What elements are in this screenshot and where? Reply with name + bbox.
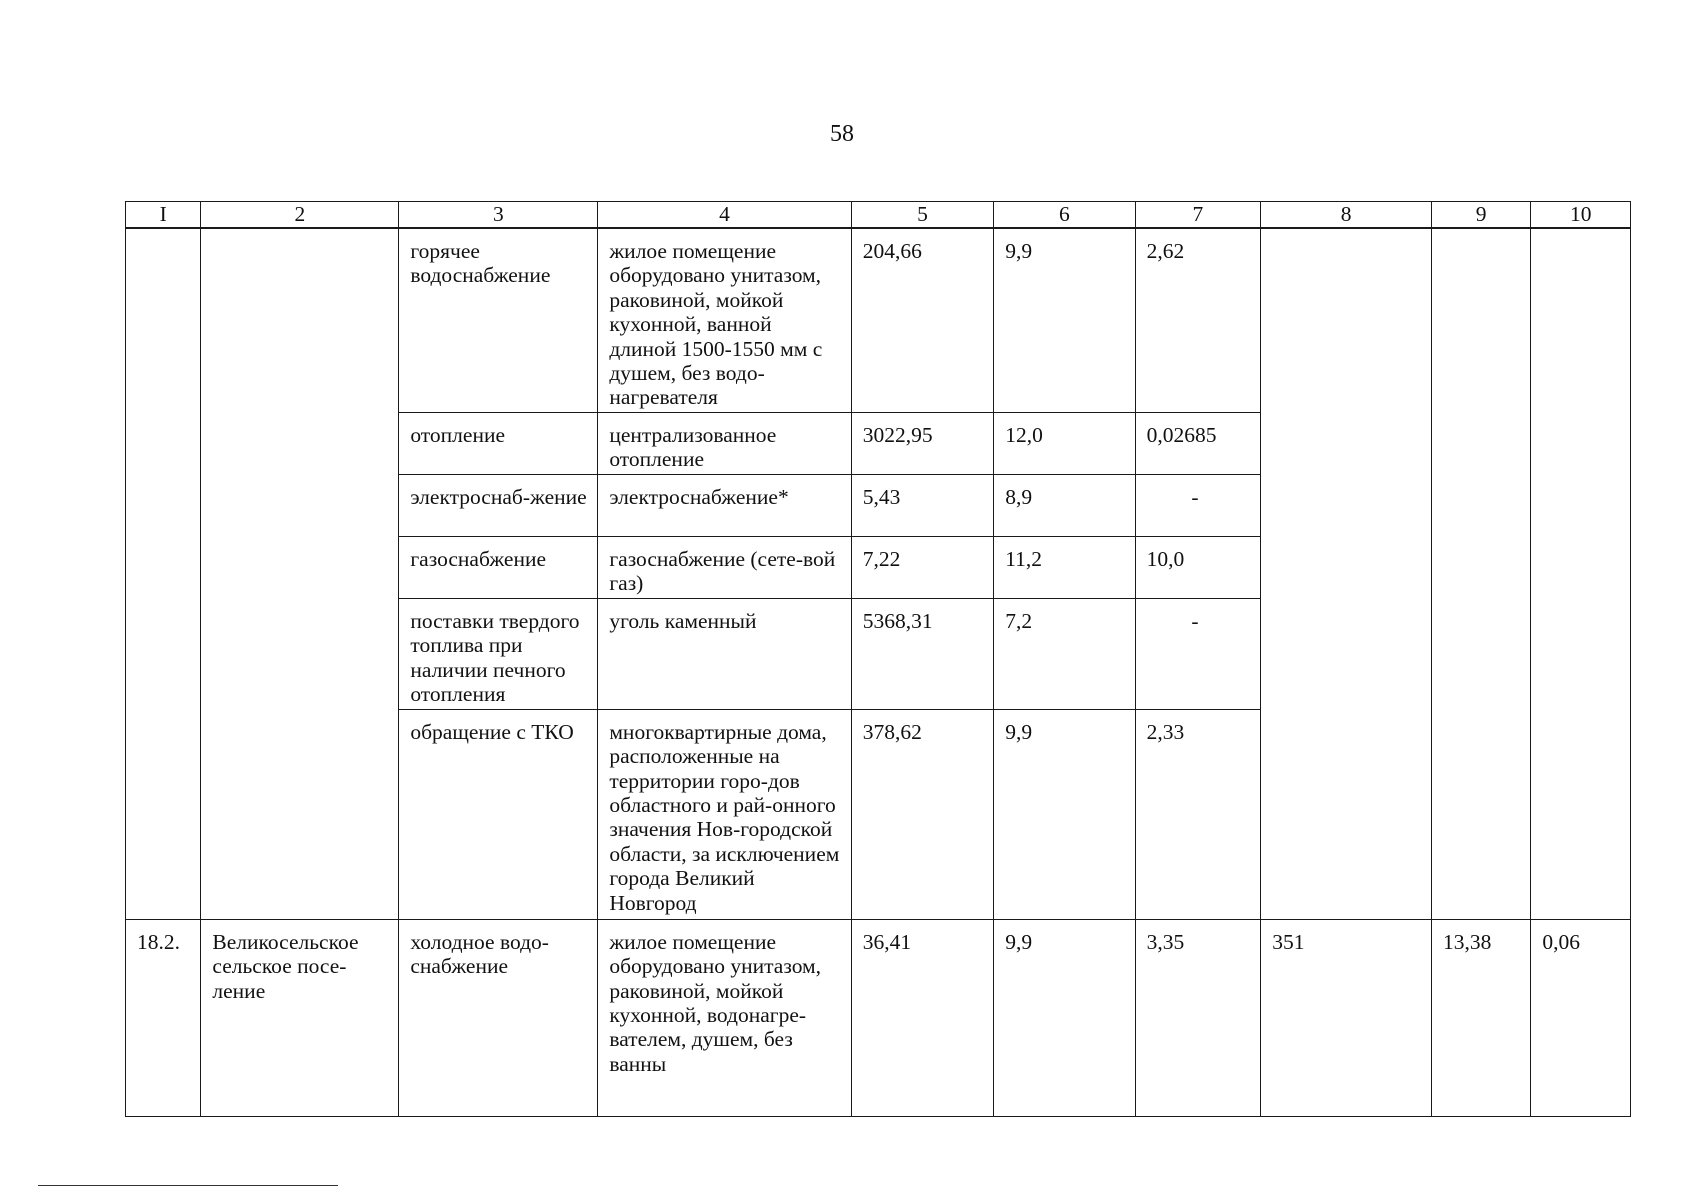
cell-utility: газоснабжение	[399, 536, 598, 598]
cell-utility: горячее водоснабжение	[399, 228, 598, 412]
cell-settlement: Великосельское сельское посе-ление	[201, 919, 399, 1116]
column-number: 6	[994, 202, 1135, 229]
cell-value: 351	[1261, 919, 1432, 1116]
cell-value: 9,9	[994, 228, 1135, 412]
column-number: 4	[598, 202, 851, 229]
cell-description: жилое помещение оборудовано унитазом, раковиной, мойкой кухонной, ванной длиной 1500-1550 мм с душем, без водо-нагревателя	[598, 228, 851, 412]
cell-value: 3,35	[1135, 919, 1261, 1116]
column-number: 2	[201, 202, 399, 229]
cell-utility: электроснаб-жение	[399, 474, 598, 536]
cell-value: 9,9	[994, 919, 1135, 1116]
page-number: 58	[830, 121, 854, 147]
cell-value: 7,2	[994, 598, 1135, 709]
cell-value: 5368,31	[851, 598, 993, 709]
cell-row-number: 18.2.	[126, 919, 201, 1116]
cell-value: 7,22	[851, 536, 993, 598]
cell-empty	[1531, 228, 1631, 919]
cell-utility: обращение с ТКО	[399, 709, 598, 919]
cell-utility: холодное водо-снабжение	[399, 919, 598, 1116]
cell-empty	[126, 228, 201, 919]
cell-empty	[1261, 228, 1432, 919]
cell-description: централизованное отопление	[598, 412, 851, 474]
footnote-separator	[38, 1185, 338, 1186]
column-number: 9	[1431, 202, 1530, 229]
cell-value: 13,38	[1431, 919, 1530, 1116]
column-number: 3	[399, 202, 598, 229]
cell-description: электроснабжение*	[598, 474, 851, 536]
cell-description: жилое помещение оборудовано унитазом, раковиной, мойкой кухонной, водонагре-вателем, душем, без ванны	[598, 919, 851, 1116]
cell-value: 2,62	[1135, 228, 1261, 412]
cell-value: 11,2	[994, 536, 1135, 598]
cell-value: 2,33	[1135, 709, 1261, 919]
cell-value: 204,66	[851, 228, 993, 412]
cell-value: 36,41	[851, 919, 993, 1116]
cell-empty	[201, 228, 399, 919]
cell-description: уголь каменный	[598, 598, 851, 709]
cell-description: газоснабжение (сете-вой газ)	[598, 536, 851, 598]
cell-value: -	[1135, 598, 1261, 709]
column-number: 5	[851, 202, 993, 229]
column-number: I	[126, 202, 201, 229]
table-header-row	[126, 202, 1631, 229]
cell-utility: поставки твердого топлива при наличии печного отопления	[399, 598, 598, 709]
cell-value: 8,9	[994, 474, 1135, 536]
cell-utility: отопление	[399, 412, 598, 474]
cell-value: 3022,95	[851, 412, 993, 474]
cell-value: -	[1135, 474, 1261, 536]
table-row	[126, 919, 1631, 1116]
cell-value: 0,06	[1531, 919, 1631, 1116]
column-number: 8	[1261, 202, 1432, 229]
table-row	[126, 228, 1631, 412]
column-number: 10	[1531, 202, 1631, 229]
cell-value: 0,02685	[1135, 412, 1261, 474]
cell-value: 12,0	[994, 412, 1135, 474]
cell-value: 10,0	[1135, 536, 1261, 598]
cell-description: многоквартирные дома, расположенные на территории горо-дов областного и рай-онного значения Нов-городской области, за исключением города Великий Новгород	[598, 709, 851, 919]
tariff-table	[125, 201, 1631, 1117]
cell-empty	[1431, 228, 1530, 919]
cell-value: 9,9	[994, 709, 1135, 919]
cell-value: 378,62	[851, 709, 993, 919]
cell-value: 5,43	[851, 474, 993, 536]
column-number: 7	[1135, 202, 1261, 229]
